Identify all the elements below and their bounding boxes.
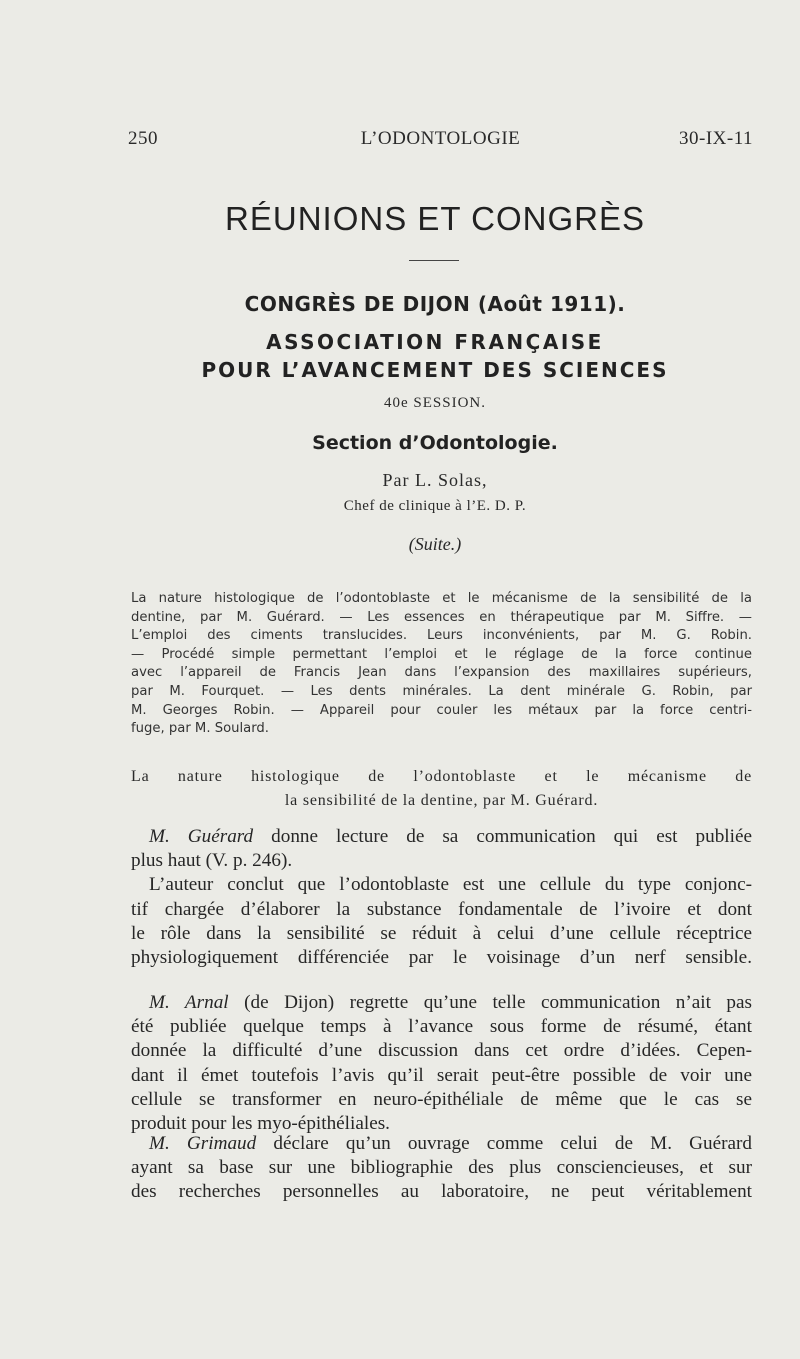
summary-line: L’emploi des ciments translucides. Leurs inconvénients, par M. G. Robin. <box>131 628 752 644</box>
text-fragment: déclare qu’un ouvrage comme celui de M. Guérard <box>256 1133 752 1154</box>
paragraph-guerard <box>131 825 752 970</box>
text-line: donnée la difficulté d’une discussion dans cet ordre d’idées. Cepen- <box>131 1040 752 1062</box>
summary-line: dentine, par M. Guérard. — Les essences en thérapeutique par M. Siffre. — <box>131 609 752 625</box>
summary-line: fuge, par M. Soulard. <box>131 721 269 737</box>
text-line: des recherches personnelles au laboratoire, ne peut véritablement <box>131 1181 752 1203</box>
text-line: L’auteur conclut que l’odontoblaste est une cellule du type conjonc- <box>149 874 752 896</box>
continued-note: (Suite.) <box>408 534 462 554</box>
text-line: dant il émet toutefois l’avis qu’il serait peut-être possible de voir une <box>131 1064 752 1086</box>
summary-line: par M. Fourquet. — Les dents minérales. La dent minérale G. Robin, par <box>131 683 752 699</box>
text-line <box>131 825 752 849</box>
text-line <box>131 1132 752 1156</box>
speaker-name: M. Arnal <box>149 992 229 1013</box>
association-heading-line2: POUR L’AVANCEMENT DES SCIENCES <box>201 358 669 382</box>
text-line: cellule se transformer en neuro-épithéliale de même que le cas se <box>131 1088 752 1110</box>
page-title: RÉUNIONS ET CONGRÈS <box>225 200 645 237</box>
text-fragment: (de Dijon) regrette qu’une telle communication n’ait pas <box>228 992 753 1013</box>
text-fragment: donne lecture de sa communication qui est publiée <box>253 826 752 847</box>
paragraph-grimaud <box>131 1132 752 1205</box>
speaker-name: M. Guérard <box>149 826 254 847</box>
text-line: été publiée quelque temps à l’avance sous forme de résumé, étant <box>131 1016 752 1038</box>
session-text: 40e SESSION. <box>383 395 486 411</box>
author-affiliation: Chef de clinique à l’E. D. P. <box>343 498 527 514</box>
issue-date: 30-IX-11 <box>679 128 753 149</box>
congress-heading: CONGRÈS DE DIJON (Août 1911). <box>244 292 626 316</box>
summary-line: avec l’appareil de Francis Jean dans l’expansion des maxillaires supérieurs, <box>131 665 752 681</box>
running-head <box>128 128 753 154</box>
section-title: Section d’Odontologie. <box>312 432 558 454</box>
byline: Par L. Solas, <box>382 470 488 490</box>
summary-block <box>131 590 752 739</box>
text-line <box>131 991 752 1015</box>
summary-line: La nature histologique de l’odontoblaste et le mécanisme de la sensibilité de la <box>131 591 752 606</box>
text-line: ayant sa base sur une bibliographie des plus consciencieuses, et sur <box>131 1157 752 1179</box>
text-line: tif chargée d’élaborer la substance fondamentale de l’ivoire et dont <box>131 898 752 920</box>
page-number: 250 <box>128 128 158 149</box>
speaker-name: M. Grimaud <box>149 1133 257 1154</box>
subsection-heading <box>131 765 752 813</box>
subsection-heading-line2: la sensibilité de la dentine, par M. Guérard. <box>284 792 599 809</box>
session-label <box>0 395 800 412</box>
paragraph-arnal <box>131 991 752 1136</box>
summary-line: — Procédé simple permettant l’emploi et le réglage de la force continue <box>131 646 752 662</box>
summary-line: M. Georges Robin. — Appareil pour couler les métaux par la force centri- <box>131 702 752 718</box>
text-line: produit pour les myo-épithéliales. <box>131 1113 390 1135</box>
text-line: le rôle dans la sensibilité se réduit à celui d’une cellule réceptrice <box>131 922 752 944</box>
text-line: physiologiquement différenciée par le voisinage d’un nerf sensible. <box>131 947 752 969</box>
subsection-heading-line1: La nature histologique de l’odontoblaste et le mécanisme de <box>131 768 752 785</box>
journal-title: L’ODONTOLOGIE <box>360 128 521 149</box>
text-line: plus haut (V. p. 246). <box>131 850 293 872</box>
association-heading-line1: ASSOCIATION FRANÇAISE <box>266 330 604 354</box>
title-divider <box>409 260 459 261</box>
